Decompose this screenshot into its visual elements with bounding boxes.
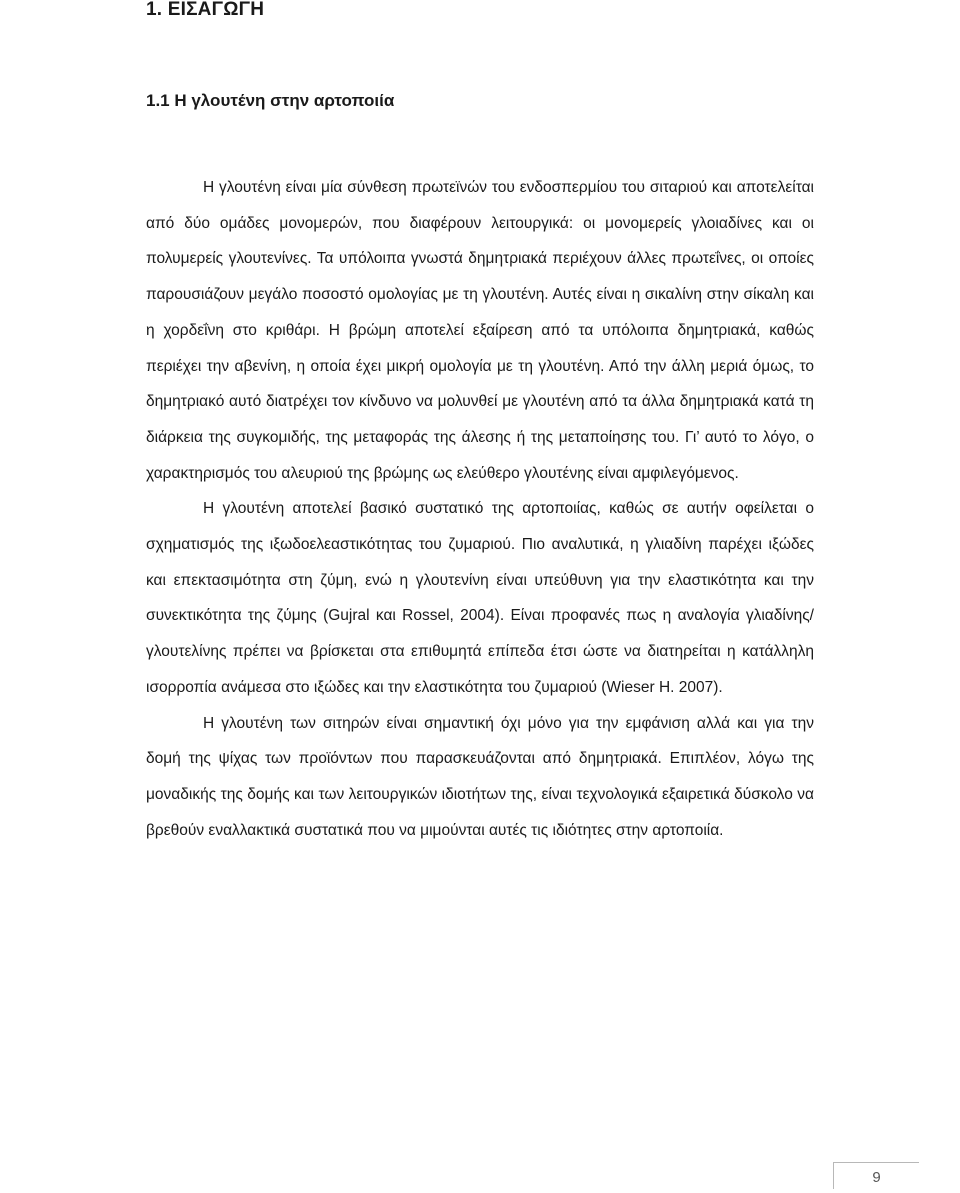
section-title: 1.1 Η γλουτένη στην αρτοποιία bbox=[146, 91, 395, 110]
chapter-title: 1. ΕΙΣΑΓΩΓΗ bbox=[146, 0, 265, 20]
paragraph: Η γλουτένη των σιτηρών είναι σημαντική όχι μόνο για την εμφάνιση αλλά και για την δομή της ψίχας των προϊόντων που παρασκευάζονται από δημητριακά. Επιπλέον, λόγω της μοναδικής της δομής και των λειτουργικών ιδιοτήτων της, είναι τεχνολογικά εξαιρετικά δύσκολο να βρεθούν εναλλακτικά συστατικά που να μιμούνται αυτές τις ιδιότητες στην αρτοποιία. bbox=[146, 714, 814, 839]
paragraph: Η γλουτένη είναι μία σύνθεση πρωτεϊνών του ενδοσπερμίου του σιταριού και αποτελείται από δύο ομάδες μονομερών, που διαφέρουν λειτουργικά: οι μονομερείς γλοιαδίνες και οι πολυμερείς γλουτενίνες. Τα υπόλοιπα γνωστά δημητριακά περιέχουν άλλες πρωτεΐνες, οι οποίες παρουσιάζουν μεγάλο ποσοστό ομολογίας με τη γλουτένη. Αυτές είναι η σικαλίνη στην σίκαλη και η χορδεΐνη στο κριθάρι. Η βρώμη αποτελεί εξαίρεση από τα υπόλοιπα δημητριακά, καθώς περιέχει την αβενίνη, η οποία έχει μικρή ομολογία με τη γλουτένη. Από την άλλη μεριά όμως, το δημητριακό αυτό διατρέχει τον κίνδυνο να μολυνθεί με γλουτένη από τα άλλα δημητριακά κατά τη διάρκεια της συγκομιδής, της μεταφοράς της άλεσης ή της μεταποίησης του. Γι’ αυτό το λόγο, ο χαρακτηρισμός του αλευριού της βρώμης ως ελεύθερο γλουτένης είναι αμφιλεγόμενος. bbox=[146, 179, 814, 482]
page-number: 9 bbox=[833, 1162, 919, 1189]
paragraph: Η γλουτένη αποτελεί βασικό συστατικό της αρτοποιίας, καθώς σε αυτήν οφείλεται ο σχηματισμός της ιξωδοελεαστικότητας του ζυμαριού. Πιο αναλυτικά, η γλιαδίνη παρέχει ιξώδες και επεκτασιμότητα στη ζύμη, ενώ η γλουτενίνη είναι υπεύθυνη για την ελαστικότητα και την συνεκτικότητα της ζύμης (Gujral και Rossel, 2004). Είναι προφανές πως η αναλογία γλιαδίνης/γλουτελίνης πρέπει να βρίσκεται στα επιθυμητά επίπεδα έτσι ώστε να διατηρείται η κατάλληλη ισορροπία ανάμεσα στο ιξώδες και την ελαστικότητα του ζυμαριού (Wieser H. 2007). bbox=[146, 500, 814, 696]
body-text bbox=[146, 170, 814, 848]
